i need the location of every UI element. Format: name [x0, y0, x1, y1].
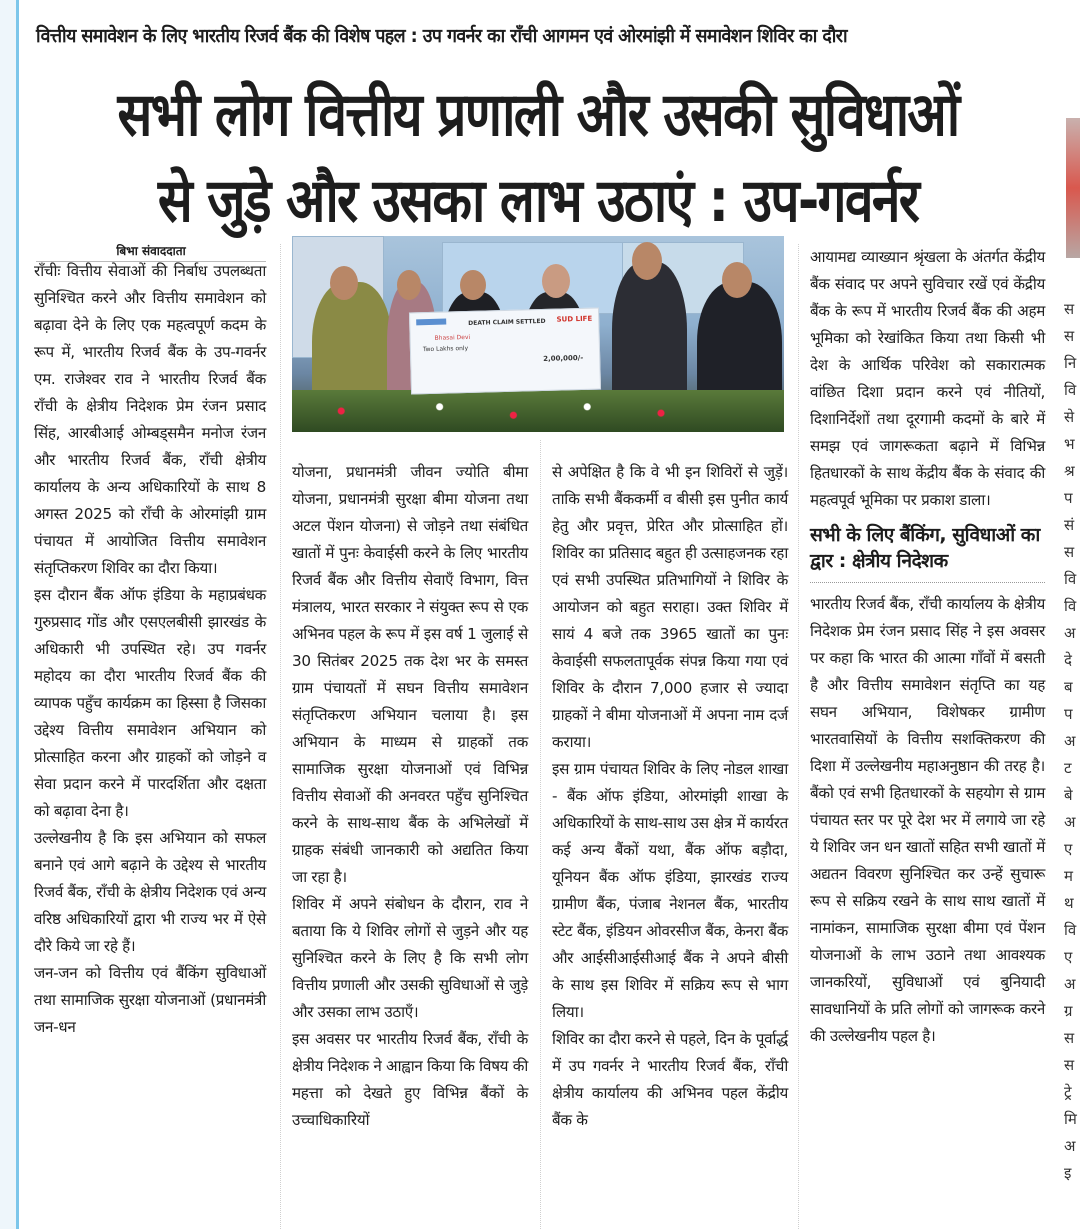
article-column-1 [34, 258, 266, 1041]
article-paragraph: इस दौरान बैंक ऑफ इंडिया के महाप्रबंधक गुरुप्रसाद गोंड और एसएलबीसी झारखंड के अधिकारी भी उपस्थित रहे। उप गवर्नर महोदय का दौरा भारतीय रिजर्व बैंक की व्यापक पहुँच कार्यक्रम का हिस्सा है जिसका उद्देश्य वित्तीय समावेशन अभियान को प्रोत्साहित करना और ग्राहकों को जोड़ने व सेवा प्रदान करने में पारदर्शिता और दक्षता को बढ़ावा देना है। [34, 586, 266, 820]
column-divider [280, 244, 281, 1229]
cheque-title: DEATH CLAIM SETTLED [468, 317, 546, 327]
adjacent-article-photo [1066, 118, 1080, 258]
photo-person-head [542, 264, 570, 298]
photo-person-head [460, 270, 486, 300]
article-column-4 [810, 244, 1045, 1050]
article-column-3 [552, 459, 788, 1134]
article-paragraph: इस अवसर पर भारतीय रिजर्व बैंक, राँची के क्षेत्रीय निदेशक ने आह्वान किया कि विषय की महत्ता को देखते हुए विभिन्न बैंकों के उच्चाधिकारियों [292, 1030, 529, 1129]
column-divider [540, 440, 541, 1229]
section-subheading: सभी के लिए बैंकिंग, सुविधाओं का द्वार : क्षेत्रीय निदेशक [810, 522, 1045, 583]
article-paragraph: जन-जन को वित्तीय एवं बैंकिंग सुविधाओं तथा सामाजिक सुरक्षा योजनाओं (प्रधानमंत्री जन-धन [34, 964, 266, 1036]
headline-line-2: से जुड़े और उसका लाभ उठाएं : उप-गवर्नर [157, 166, 919, 236]
article-paragraph: भारतीय रिजर्व बैंक, राँची कार्यालय के क्षेत्रीय निदेशक प्रेम रंजन प्रसाद सिंह ने इस अवसर पर कहा कि भारत की आत्मा गाँवों में बसती है और वित्तीय समावेशन संतृप्ति का यह सघन अभियान, विशेषकर ग्रामीण भारतवासियों के वित्तीय सशक्तिकरण की दिशा में उल्लेखनीय महाअनुष्ठान की तरह है। बैंको एवं सभी हितधारकों के सहयोग से ग्राम पंचायत स्तर पर पूरे देश भर में लगाये जा रहे ये शिविर जन धन खातों सहित सभी खातों में अद्यतन विवरण सुनिश्चित कर उन्हें सुचारू रूप से सक्रिय रखने के साथ साथ खातों में नामांकन, सामाजिक सुरक्षा बीमा एवं पेंशन योजनाओं के लाभ उठाने तथा आवश्यक जानकरियों, सुविधाओं एवं बुनियादी सावधानियों के प्रति लोगों को जागरूक करने की उल्लेखनीय पहल है। [810, 595, 1045, 1045]
photo-person-head [722, 262, 752, 298]
main-headline [99, 72, 976, 244]
photo-person-head [632, 242, 662, 280]
bank-logo-icon [416, 319, 446, 326]
article-paragraph: से अपेक्षित है कि वे भी इन शिविरों से जुड़ें। ताकि सभी बैंककर्मी व बीसी इस पुनीत कार्य हेतु और प्रवृत्त, प्रेरित और प्रोत्साहित हों। शिविर का प्रतिसाद बहुत ही उत्साहजनक रहा एवं सभी उपस्थित प्रतिभागियों ने शिविर के आयोजन को बहुत सराहा। उक्त शिविर में सायं 4 बजे तक 3965 खातों का पुनः केवाईसी सफलतापूर्वक संपन्न किया गया एवं शिविर के दौरान 7,000 हजार से ज्यादा ग्राहकों ने बीमा योजनाओं में अपना नाम दर्ज कराया। [552, 463, 788, 751]
column-divider [798, 244, 799, 1229]
kicker-headline: वित्तीय समावेशन के लिए भारतीय रिजर्व बैंक की विशेष पहल : उप गवर्नर का राँची आगमन एवं ओरमांझी में समावेशन शिविर का दौरा [36, 25, 848, 47]
byline: बिभा संवाददाता [36, 242, 266, 262]
photo-person-head [397, 270, 421, 300]
article-paragraph: आयामद्य व्याख्यान श्रृंखला के अंतर्गत केंद्रीय बैंक संवाद पर अपने सुविचार रखें एवं केंद्रीय बैंक के रूप में भारतीय रिजर्व बैंक की अहम भूमिका को रेखांकित किया तथा किसी भी देश के आर्थिक परिवेश को सकारात्मक वांछित दिशा प्रदान करने एवं नीतियों, दिशानिर्देशों तथा दूरगामी कदमों के बारे में समझ एवं जागरूकता बढ़ाने में विभिन्न हितधारकों के साथ केंद्रीय बैंक के संवाद की महत्वपूर्व भूमिका पर प्रकाश डाला। [810, 248, 1045, 509]
news-photo-cheque-handover [292, 236, 784, 432]
photo-flower-arrangement [292, 390, 784, 432]
cheque-amount-words: Two Lakhs only [422, 344, 469, 354]
ceremonial-cheque [409, 308, 601, 395]
photo-person-head [330, 266, 358, 300]
article-paragraph: इस ग्राम पंचायत शिविर के लिए नोडल शाखा - बैंक ऑफ इंडिया, ओरमांझी शाखा के अधिकारियों के साथ-साथ उस क्षेत्र में कार्यरत कई अन्य बैंकों यथा, बैंक ऑफ बड़ौदा, यूनियन बैंक ऑफ इंडिया, झारखंड राज्य ग्रामीण बैंक, पंजाब नेशनल बैंक, भारतीय स्टेट बैंक, इंडियन ओवरसीज बैंक, केनरा बैंक और आईसीआईसीआई बैंक ने अपने बीसी के साथ इस शिविर में सक्रिय रूप से भाग लिया। [552, 760, 788, 1021]
article-paragraph: राँचीः वित्तीय सेवाओं की निर्बाध उपलब्धता सुनिश्चित करने और वित्तीय समावेशन को बढ़ावा देने के लिए एक महत्वपूर्ण कदम के रूप में, भारतीय रिजर्व बैंक के उप-गवर्नर एम. राजेश्वर राव ने भारतीय रिजर्व बैंक राँची के क्षेत्रीय निदेशक प्रेम रंजन प्रसाद सिंह, आरबीआई ओम्बड्समैन मनोज रंजन और भारतीय रिजर्व बैंक, राँची क्षेत्रीय कार्यालय के अन्य अधिकारियों के साथ 8 अगस्त 2025 को राँची के ओरमांझी ग्राम पंचायत में आयोजित वित्तीय समावेशन संतृप्तिकरण शिविर का दौरा किया। [34, 262, 266, 577]
page-left-margin [0, 0, 16, 1229]
article-paragraph: शिविर में अपने संबोधन के दौरान, राव ने बताया कि ये शिविर लोगों से जुड़ने और यह सुनिश्चित करने के लिए है कि सभी लोग वित्तीय प्रणाली और उसकी सुविधाओं से जुड़े और उसका लाभ उठाएँ। [292, 895, 528, 1021]
headline-line-1: सभी लोग वित्तीय प्रणाली और उसकी सुविधाओं [117, 80, 959, 150]
article-paragraph: उल्लेखनीय है कि इस अभियान को सफल बनाने एवं आगे बढ़ाने के उद्देश्य से भारतीय रिजर्व बैंक, राँची के क्षेत्रीय निदेशक एवं अन्य वरिष्ठ अधिकारियों द्वारा भी राज्य भर में ऐसे दौरे किये जा रहे हैं। [34, 829, 266, 955]
article-column-2 [292, 459, 528, 1134]
left-border-rule [16, 0, 19, 1229]
article-paragraph: शिविर का दौरा करने से पहले, दिन के पूर्वार्द्ध में उप गवर्नर ने भारतीय रिजर्व बैंक, राँची क्षेत्रीय कार्यालय की अभिनव पहल केंद्रीय बैंक के [552, 1030, 788, 1129]
cheque-insurer-logo: SUD LIFE [556, 314, 593, 324]
cheque-payee: Bhasai Devi [434, 333, 471, 342]
cheque-amount: 2,00,000/- [543, 353, 584, 364]
article-paragraph: योजना, प्रधानमंत्री जीवन ज्योति बीमा योजना, प्रधानमंत्री सुरक्षा बीमा योजना तथा अटल पेंशन योजना) से जोड़ने तथा संबंधित खातों में पुनः केवाईसी करने के लिए भारतीय रिजर्व बैंक और वित्तीय सेवाएँ विभाग, वित्त मंत्रालय, भारत सरकार ने संयुक्त रूप से एक अभिनव पहल के रूप में इस वर्ष 1 जुलाई से 30 सितंबर 2025 तक देश भर के समस्त ग्राम पंचायतों में सघन वित्तीय समावेशन संतृप्तिकरण अभियान चलाया है। इस अभियान के माध्यम से ग्राहकों तक सामाजिक सुरक्षा योजनाओं एवं विभिन्न वित्तीय सेवाओं की अनवरत पहुँच सुनिश्चित करने के साथ-साथ बैंक के अभिलेखों में ग्राहक संबंधी जानकारी को अद्यतित किया जा रहा है। [292, 463, 528, 886]
adjacent-article-text-fragment: स स नि वि से भ श्र प सं स वि वि अ दे ब प अ ट बे अ ए म थ वि ए अ ग्र स स ट्रे मि अ इ [1064, 300, 1077, 1182]
